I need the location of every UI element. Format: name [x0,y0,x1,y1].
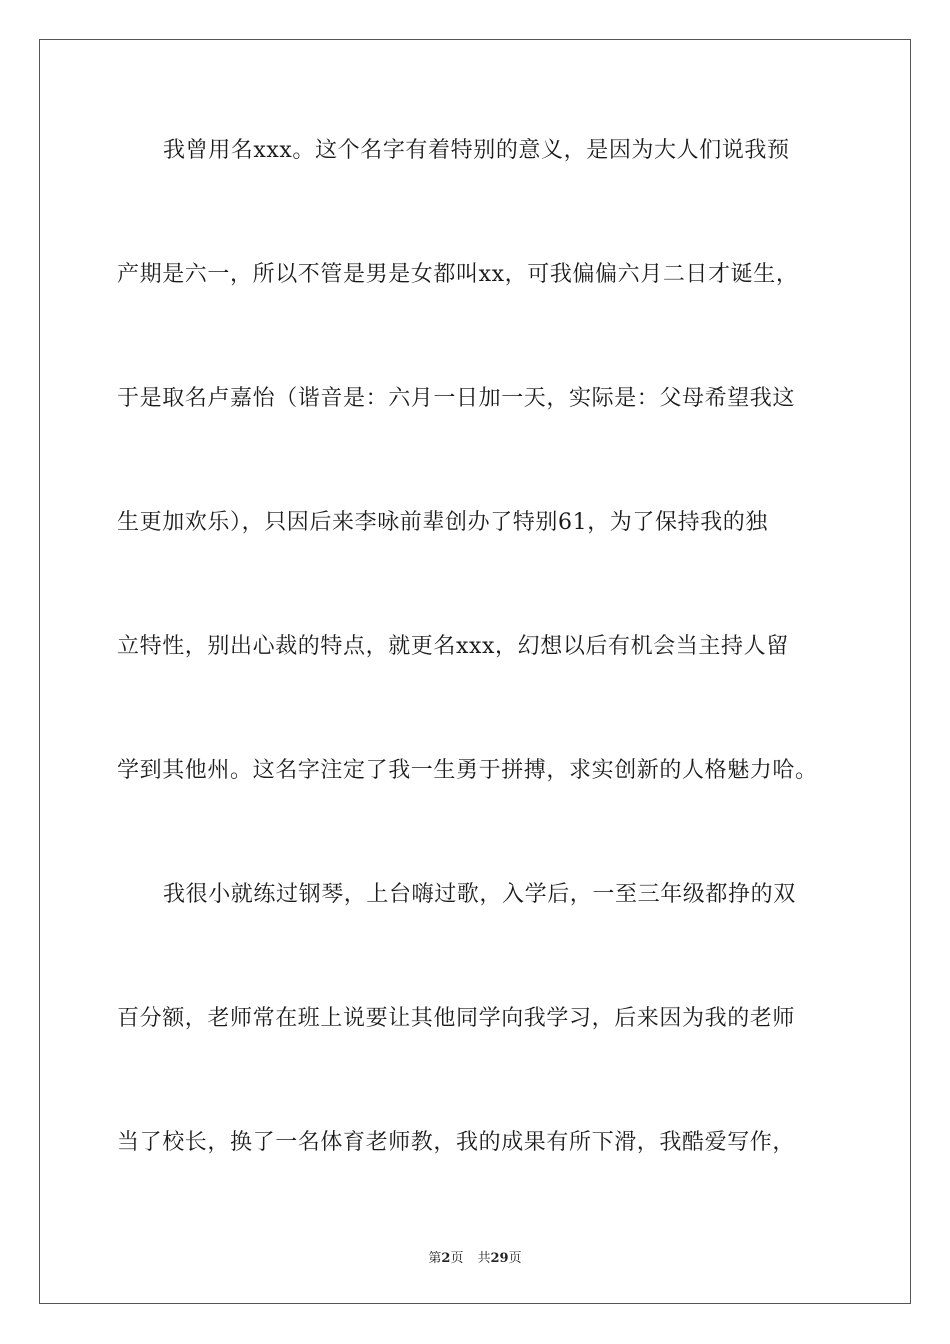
paragraph-2-line-3: 当了校长，换了一名体育老师教，我的成果有所下滑，我酷爱写作， [117,1130,796,1155]
total-suffix: 页 [508,1251,522,1266]
page-suffix: 页 [450,1251,464,1266]
paragraph-1-line-2: 产期是六一，所以不管是男是女都叫xx，可我偏偏六月二日才诞生， [117,262,799,287]
page-number: 2 [441,1251,451,1266]
paragraph-2-line-2: 百分额，老师常在班上说要让其他同学向我学习，后来因为我的老师 [117,1006,796,1031]
paragraph-1-line-6: 学到其他州。这名字注定了我一生勇于拼搏，求实创新的人格魅力哈。 [117,758,818,783]
paragraph-1-line-4: 生更加欢乐），只因后来李咏前辈创办了特别61，为了保持我的独 [117,510,768,535]
page-footer [0,1247,950,1266]
paragraph-1-line-1: 我曾用名xxx。这个名字有着特别的意义，是因为大人们说我预 [163,138,790,163]
paragraph-1-line-5: 立特性，别出心裁的特点，就更名xxx，幻想以后有机会当主持人留 [117,634,789,659]
total-prefix: 共 [477,1251,491,1266]
page-prefix: 第 [428,1251,442,1266]
page-border [39,39,911,1304]
paragraph-1-line-3: 于是取名卢嘉怡（谐音是：六月一日加一天，实际是：父母希望我这 [117,386,796,411]
paragraph-2-line-1: 我很小就练过钢琴，上台嗨过歌，入学后，一至三年级都挣的双 [163,882,796,907]
total-pages: 29 [490,1251,509,1266]
